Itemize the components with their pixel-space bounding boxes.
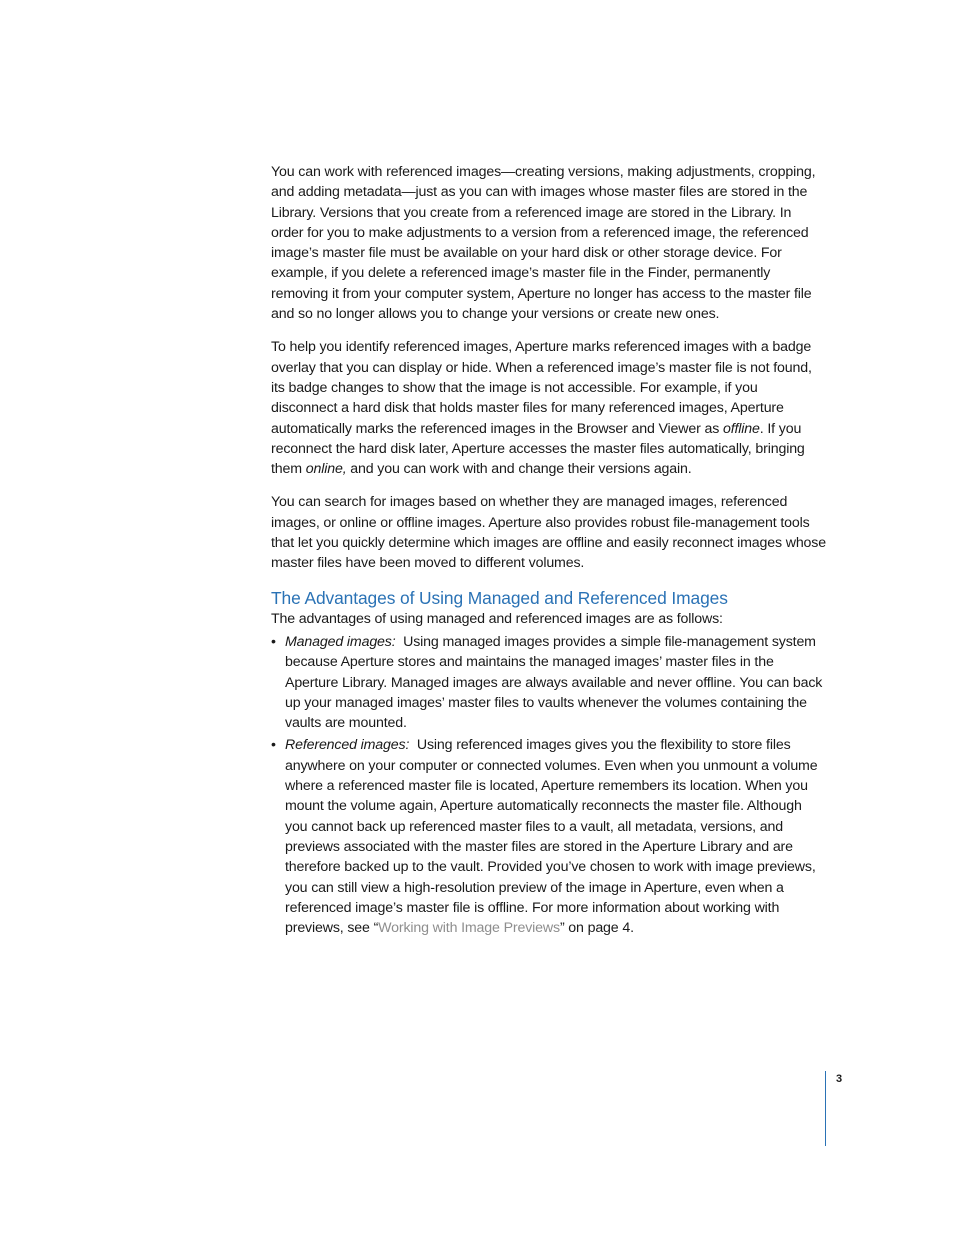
paragraph-text: . If you reconnect the hard disk later, Aperture accesses the master files automatically, bringing them (271, 420, 805, 478)
cross-reference-link[interactable]: Working with Image Previews (378, 920, 560, 937)
body-paragraph-referenced-images: You can work with referenced images—creating versions, making adjustments, cropping, and adding metadata—just as you can with images whose master files are stored in the Library. Versions that you create from a referenced image are stored in the Library. In order for you to make adjustments to a version from a referenced image, the referenced image’s master file must be available on your hard disk or other storage device. For example, if you delete a referenced image’s master file in the Finder, permanently removing it from your computer system, Aperture no longer has access to the master file and so no longer allows you to change your versions or create new ones. (271, 164, 816, 323)
emphasis-online: online, (305, 461, 347, 478)
paragraph-text: To help you identify referenced images, Aperture marks referenced images with a badge overlay that you can display or hide. When a referenced image’s master file is not found, its badge changes to show that the image is not accessible. For example, if you disconnect a hard disk that holds master files for many referenced images, Aperture automatically marks the referenced images in the Browser and Viewer as (271, 339, 812, 437)
body-paragraph-badge-overlay (271, 337, 827, 479)
page-content (271, 162, 827, 940)
list-item-managed (271, 632, 827, 733)
advantages-list (271, 632, 827, 938)
body-paragraph-search: You can search for images based on whether they are managed images, referenced images, or online or offline images. Aperture also provides robust file-management tools that let you quickly determine which images are offline and easily reconnect images whose master files have been moved to different volumes. (271, 494, 826, 572)
paragraph-text: and you can work with and change their versions again. (346, 461, 692, 478)
page-number: 3 (836, 1073, 843, 1085)
bullet-icon: • (271, 633, 276, 650)
section-heading: The Advantages of Using Managed and Referenced Images (271, 587, 728, 608)
list-item-term: Managed images: (285, 633, 396, 650)
page-number-rule (825, 1071, 826, 1146)
list-item-referenced (271, 735, 827, 938)
list-item-text: Using managed images provides a simple file-management system because Aperture stores and maintains the managed images’ master files in the Aperture Library. Managed images are always available and never offline. You can back up your managed images’ master files to vaults whenever the volumes containing the vaults are mounted. (285, 633, 823, 732)
list-item-term: Referenced images: (285, 737, 410, 754)
list-item-text: Using referenced images gives you the flexibility to store files anywhere on your computer or connected volumes. Even when you unmount a volume where a referenced master file is located, Aperture remembers its location. When you mount the volume again, Aperture automatically reconnects the master file. Although you cannot back up referenced master files to a vault, all metadata, versions, and previews associated with the master files are stored in the Aperture Library and are therefore backed up to the vault. Provided you’ve chosen to work with image previews, you can still view a high-resolution preview of the image in Aperture, even when a referenced image’s master file is offline. For more information about working with previews, see “ (285, 737, 818, 937)
list-item-text-tail: ” on page 4. (559, 920, 634, 937)
section-lead: The advantages of using managed and referenced images are as follows: (271, 610, 723, 627)
bullet-icon: • (271, 737, 276, 754)
emphasis-offline: offline (722, 420, 760, 437)
